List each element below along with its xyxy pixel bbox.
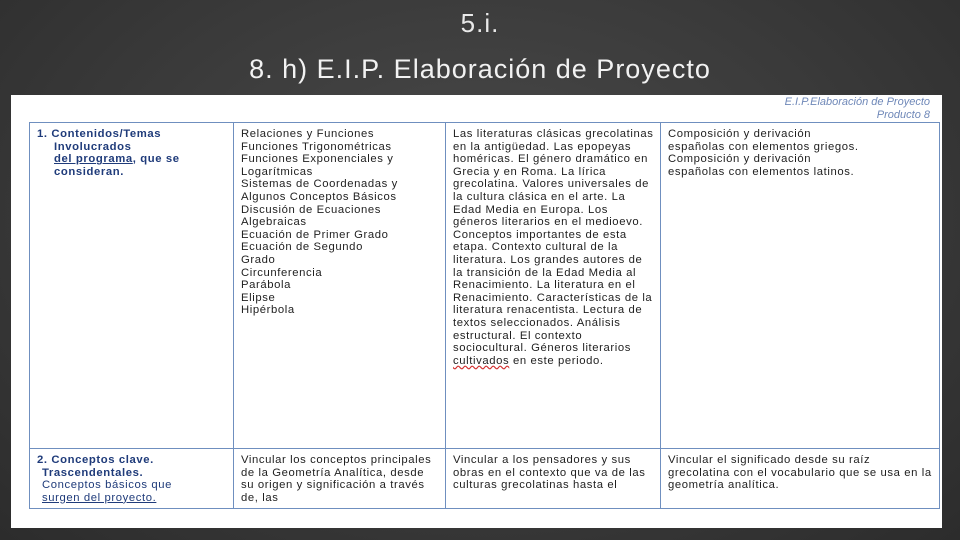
slide-section-number: 5.i.	[460, 8, 500, 38]
list-item: Algunos Conceptos Básicos	[241, 190, 397, 203]
list-item: Funciones Exponenciales y	[241, 153, 394, 166]
spellcheck-underlined-word: cultivados	[453, 354, 510, 367]
list-item: españolas con elementos griegos.	[668, 140, 859, 153]
etymology-concepts-cell: Vincular el significado desde su raíz grecolatina con el vocabulario que se usa en la geometría analítica.	[661, 449, 940, 509]
row-label-cell	[30, 449, 234, 509]
list-item: Algebraicas	[241, 216, 307, 229]
list-item: Logarítmicas	[241, 165, 313, 178]
list-item: Parábola	[241, 279, 292, 292]
list-item: Elipse	[241, 291, 276, 304]
list-item: españolas con elementos latinos.	[668, 165, 855, 178]
list-item: Sistemas de Coordenadas y	[241, 178, 398, 191]
etymology-topics-cell	[661, 123, 940, 449]
literature-topics-cell: Las literaturas clásicas grecolatinas en la antigüedad. Las epopeyas homéricas. El género dramático en Grecia y en Roma. La lírica grecolatina. Valores universales de la cultura clásica en el arte. La Edad Media en Europa. Los géneros literarios en el medioevo. Conceptos importantes de esta etapa. Contexto cultural de la literatura. Los grandes autores de la transición de la Edad Media al Renacimiento. La literatura en el Renacimiento. Características de la literatura renacentista. Lectura de textos seleccionados. Análisis estructural. El contexto sociocultural. Géneros literarios cultivados en este periodo.	[446, 123, 661, 449]
literature-concepts-cell: Vincular a los pensadores y sus obras en el contexto que va de las culturas grecolatinas hasta el	[446, 449, 661, 509]
list-item: Relaciones y Funciones	[241, 128, 375, 140]
row-label: 2. Conceptos clave. Trascendentales. Conceptos básicos que surgen del proyecto.	[37, 454, 173, 504]
table-row	[30, 123, 940, 449]
document-header	[785, 96, 930, 122]
row-label: 1. Contenidos/Temas Involucrados del programa, que se consideran.	[37, 128, 180, 178]
document-header-product: Producto 8	[876, 109, 930, 121]
math-concepts-cell: Vincular los conceptos principales de la Geometría Analítica, desde su origen y significación a través de, las	[234, 449, 446, 509]
list-item: Circunferencia	[241, 266, 323, 279]
math-topics-cell	[234, 123, 446, 449]
underlined-text: del programa	[54, 153, 133, 166]
document-header-title: E.I.P.Elaboración de Proyecto	[784, 96, 930, 108]
table-row	[30, 449, 940, 509]
project-table	[29, 122, 940, 509]
slide-title: 8. h) E.I.P. Elaboración de Proyecto	[249, 54, 711, 84]
list-item: Grado	[241, 253, 276, 266]
list-item: Funciones Trigonométricas	[241, 140, 392, 153]
list-item: Hipérbola	[241, 304, 295, 317]
list-item: Composición y derivación	[668, 153, 812, 166]
list-item: Composición y derivación	[668, 128, 812, 140]
row-label-cell	[30, 123, 234, 449]
list-item: Ecuación de Segundo	[241, 241, 363, 254]
list-item: Ecuación de Primer Grado	[241, 228, 389, 241]
list-item: Discusión de Ecuaciones	[241, 203, 382, 216]
document-page	[11, 95, 942, 528]
